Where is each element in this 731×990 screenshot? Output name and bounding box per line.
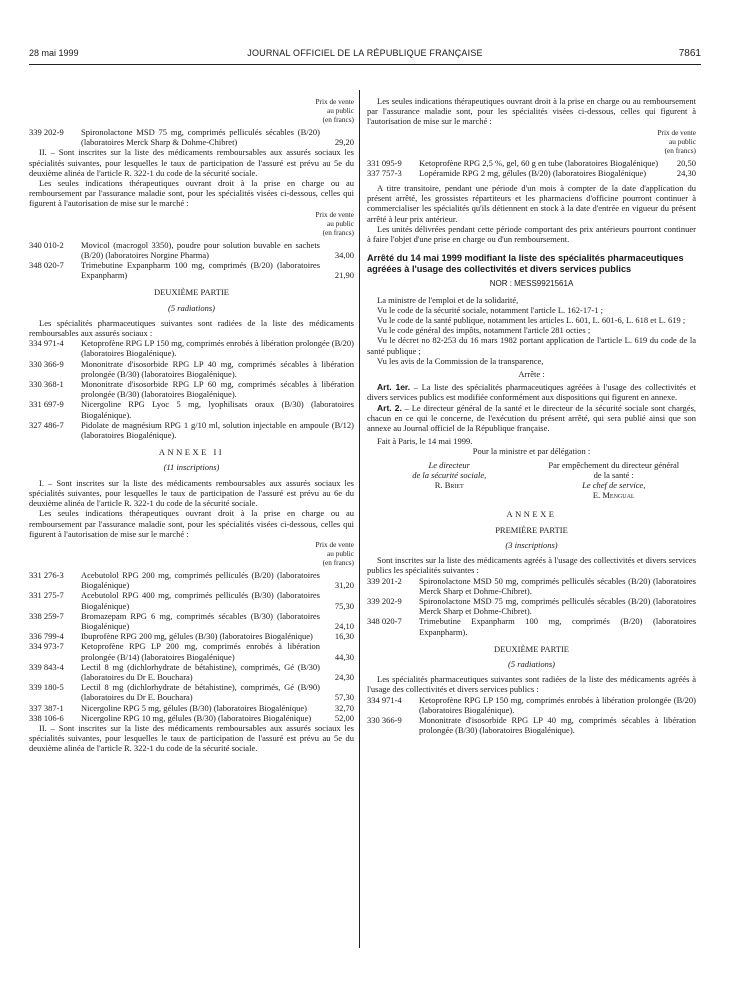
column-divider	[359, 90, 360, 948]
list-item: 348 020-7 Trimebutine Expanpharm 100 mg, comprimés (B/20) (laboratoires Expanpharm).	[367, 616, 696, 637]
section-subtitle: (5 radiations)	[508, 658, 555, 669]
right-column	[367, 96, 696, 735]
list-item: 336 799-4 Ibuprofène RPG 200 mg, gélules (B/30) (laboratoires Biogalénique) 16,30	[29, 631, 354, 642]
list-item: 340 010-2 Movicol (macrogol 3350), poudre pour solution buvable en sachets (B/20) (laboratoires Norgine Pharma) 34,00	[29, 239, 354, 260]
paragraph: Les seules indications thérapeutiques ouvrant droit à la prise en charge ou au remboursement par l'assurance maladie sont, pour les spécialités visées ci-dessous, celles qui figurent à l'autorisation de mise sur le marché :	[29, 178, 354, 209]
arrete-label: Arrête :	[518, 369, 545, 380]
nor-reference: NOR : MESS9921561A	[489, 279, 574, 289]
section-subtitle: (5 radiations)	[168, 302, 215, 313]
article-1: Art. 1er. – La liste des spécialités pharmaceutiques agréées à l'usage des collectivités et divers services publics est modifiée conformément aux dispositions qui figurent en annexe.	[367, 382, 696, 403]
arrete-title: Arrêté du 14 mai 1999 modifiant la liste des spécialités pharmaceutiques agréées à l'usage des collectivités et divers services publics	[367, 253, 684, 274]
signatures	[367, 460, 696, 501]
section-subtitle: (3 inscriptions)	[505, 539, 558, 550]
header-date: 28 mai 1999	[29, 48, 79, 58]
paragraph: II. – Sont inscrites sur la liste des médicaments remboursables aux assurés sociaux les spécialités suivantes, pour lesquelles le taux de participation de l'assuré est prévu au 5e du deuxième alinéa de l'article R. 322-1 du code de la sécurité sociale.	[29, 722, 354, 754]
paragraph: La ministre de l'emploi et de la solidarité,	[377, 294, 519, 305]
list-item: 331 095-9 Ketoprofène RPG 2,5 %, gel, 60 g en tube (laboratoires Biogalénique) 20,50	[367, 157, 696, 168]
list-item: 339 202-9 Spironolactone MSD 75 mg, comprimés pelliculés sécables (B/20) (laboratoires Merck Sharp & Dohme-Chibret) 29,20	[29, 127, 354, 148]
list-item: 331 697-9 Nicergoline RPG Lyoc 5 mg, lyophilisats oraux (B/30) (laboratoires Biogalénique).	[29, 399, 354, 420]
list-item: 327 486-7 Pidolate de magnésium RPG 1 g/10 ml, solution injectable en ampoule (B/12) (laboratoires Biogalénique).	[29, 419, 354, 441]
list-item: 331 275-7 Acebutolol RPG 400 mg, comprimés pelliculés (B/30) (laboratoires Biogalénique) 75,30	[29, 590, 354, 611]
list-item: 339 180-5 Lectil 8 mg (dichlorhydrate de bétahistine), comprimés, Gé (B/90) (laboratoires du Dr E. Bouchara) 57,30	[29, 682, 354, 703]
list-item: 337 757-3 Lopéramide RPG 2 mg, gélules (B/20) (laboratoires Biogalénique) 24,30	[367, 167, 696, 178]
paragraph: Les seules indications thérapeutiques ouvrant droit à la prise en charge ou au remboursement par l'assurance maladie sont, pour les spécialités visées ci-dessous, celles qui figurent à l'autorisation de mise sur le marché :	[29, 508, 354, 539]
paragraph: Vu le décret no 82-253 du 16 mars 1982 portant application de l'article L. 619 du code de la santé publique ;	[367, 335, 696, 356]
paragraph: I. – Sont inscrites sur la liste des médicaments remboursables aux assurés sociaux les spécialités suivantes, pour lesquelles le taux de participation de l'assuré est prévu au 6e du deuxième alinéa de l'article R. 322-1 du code de la sécurité sociale.	[29, 477, 354, 509]
list-item: 331 276-3 Acebutolol RPG 200 mg, comprimés pelliculés (B/20) (laboratoires Biogalénique) 31,20	[29, 569, 354, 591]
price-header: Prix de vente au public (en francs)	[315, 539, 354, 567]
signature-right: Par empêchement du directeur général de la santé : Le chef de service, E. Mengual	[548, 459, 680, 501]
paragraph: Pour la ministre et par délégation :	[472, 446, 591, 457]
list-item: 330 366-9 Mononitrate d'isosorbide RPG LP 40 mg, comprimés sécables à libération prolongée (B/30) (laboratoires Biogalénique).	[367, 714, 696, 736]
paragraph: II. – Sont inscrites sur la liste des médicaments remboursables aux assurés sociaux les spécialités suivantes, pour lesquelles le taux de participation de l'assuré est prévu au 5e du deuxième alinéa de l'article R. 322-1 du code de la sécurité sociale.	[29, 147, 354, 178]
article-2: Art. 2. – Le directeur général de la santé et le directeur de la sécurité sociale sont chargés, chacun en ce qui le concerne, de l'exécution du présent arrêté, qui sera publié ainsi que son annexe au Journal officiel de la République française.	[367, 402, 696, 434]
paragraph: Les spécialités pharmaceutiques suivantes sont radiées de la liste des médicaments agréés à l'usage des collectivités et divers services publics :	[367, 674, 696, 695]
section-title: PREMIÈRE PARTIE	[495, 524, 568, 535]
list-item: 330 366-9 Mononitrate d'isosorbide RPG LP 40 mg, comprimés sécables à libération prolongée (B/30) (laboratoires Biogalénique).	[29, 358, 354, 379]
paragraph: Fait à Paris, le 14 mai 1999.	[377, 436, 473, 447]
header-journal-title: JOURNAL OFFICIEL DE LA RÉPUBLIQUE FRANÇAISE	[247, 48, 483, 58]
price-header: Prix de vente au public (en francs)	[315, 97, 354, 124]
paragraph: Vu les avis de la Commission de la transparence,	[377, 355, 544, 366]
paragraph: Les spécialités pharmaceutiques suivantes sont radiées de la liste des médicaments remboursables aux assurés sociaux :	[29, 317, 354, 339]
paragraph: Les seules indications thérapeutiques ouvrant droit à la prise en charge ou au remboursement par l'assurance maladie sont, pour les spécialités visées ci-dessous, celles qui figurent à l'autorisation de mise sur le marché :	[367, 96, 696, 127]
article-label: Art. 2.	[377, 402, 402, 413]
section-title: DEUXIÈME PARTIE	[494, 643, 569, 654]
list-item: 339 202-9 Spironolactone MSD 75 mg, comprimés pelliculés sécables (B/20) (laboratoires Merck Sharp et Dohme-Chibret).	[367, 595, 696, 617]
header-page-number: 7861	[678, 48, 701, 59]
list-item: 339 843-4 Lectil 8 mg (dichlorhydrate de bétahistine), comprimés, Gé (B/30) (laboratoires du Dr E. Bouchara) 24,30	[29, 661, 354, 682]
section-title: ANNEXE II	[158, 447, 225, 458]
paragraph: Vu le code de la sécurité sociale, notamment l'article L. 162-17-1 ;	[377, 304, 603, 315]
list-item: 334 971-4 Ketoprofène RPG LP 150 mg, comprimés enrobés à libération prolongée (B/20) (laboratoires Biogalénique).	[29, 338, 354, 359]
article-label: Art. 1er.	[377, 382, 411, 393]
paragraph: Les unités délivrées pendant cette période comportant des prix antérieurs pourront continuer à faire l'objet d'une prise en charge ou d'un remboursement.	[367, 223, 696, 245]
page-header	[29, 48, 701, 62]
list-item: 334 973-7 Ketoprofène RPG LP 200 mg, comprimés enrobés à libération prolongée (B/14) (laboratoires Biogalénique) 44,30	[29, 641, 354, 662]
price-header: Prix de vente au public (en francs)	[315, 209, 354, 237]
list-item: 334 971-4 Ketoprofène RPG LP 150 mg, comprimés enrobés à libération prolongée (B/20) (laboratoires Biogalénique).	[367, 694, 696, 715]
list-item: 348 020-7 Trimebutine Expanpharm 100 mg, comprimés (B/20) (laboratoires Expanpharm) 21,90	[29, 260, 354, 281]
signature-left: Le directeur de la sécurité sociale, R. Briet	[412, 459, 487, 491]
price-header: Prix de vente au public (en francs)	[657, 127, 696, 155]
list-item: 338 106-6 Nicergoline RPG 10 mg, gélules (B/30) (laboratoires Biogalénique) 52,00	[29, 712, 354, 723]
section-subtitle: (11 inscriptions)	[163, 462, 220, 473]
left-column	[29, 96, 354, 754]
section-title: ANNEXE	[506, 509, 557, 520]
list-item: 338 259-7 Bromazepam RPG 6 mg, comprimés sécables (B/30) (laboratoires Biogalénique) 24,10	[29, 610, 354, 631]
paragraph: Vu le code général des impôts, notamment l'article 281 octies ;	[377, 325, 591, 336]
header-rule	[29, 64, 701, 65]
section-title: DEUXIÈME PARTIE	[154, 287, 229, 298]
list-item: 337 387-1 Nicergoline RPG 5 mg, gélules (B/30) (laboratoires Biogalénique) 32,70	[29, 702, 354, 713]
list-item: 339 201-2 Spironolactone MSD 50 mg, comprimés pelliculés sécables (B/20) (laboratoires Merck Sharp et Dohme-Chibret).	[367, 575, 696, 596]
paragraph: Sont inscrites sur la liste des médicaments agréés à l'usage des collectivités et divers services publics les spécialités suivantes :	[367, 555, 696, 576]
paragraph: Vu le code de la santé publique, notamment les articles L. 601, L. 601-6, L. 618 et L. 619 ;	[377, 315, 686, 326]
list-item: 330 368-1 Mononitrate d'isosorbide RPG LP 60 mg, comprimés sécables à libération prolongée (B/30) (laboratoires Biogalénique).	[29, 379, 354, 400]
paragraph: A titre transitoire, pendant une période d'un mois à compter de la date d'application du présent arrêté, les grossistes répartiteurs et les pharmaciens d'officine pourront continuer à commercialiser les spécialités qu'ils détiennent en stock à la date d'entrée en vigueur du présent arrêté à leur prix antérieur.	[367, 183, 696, 224]
